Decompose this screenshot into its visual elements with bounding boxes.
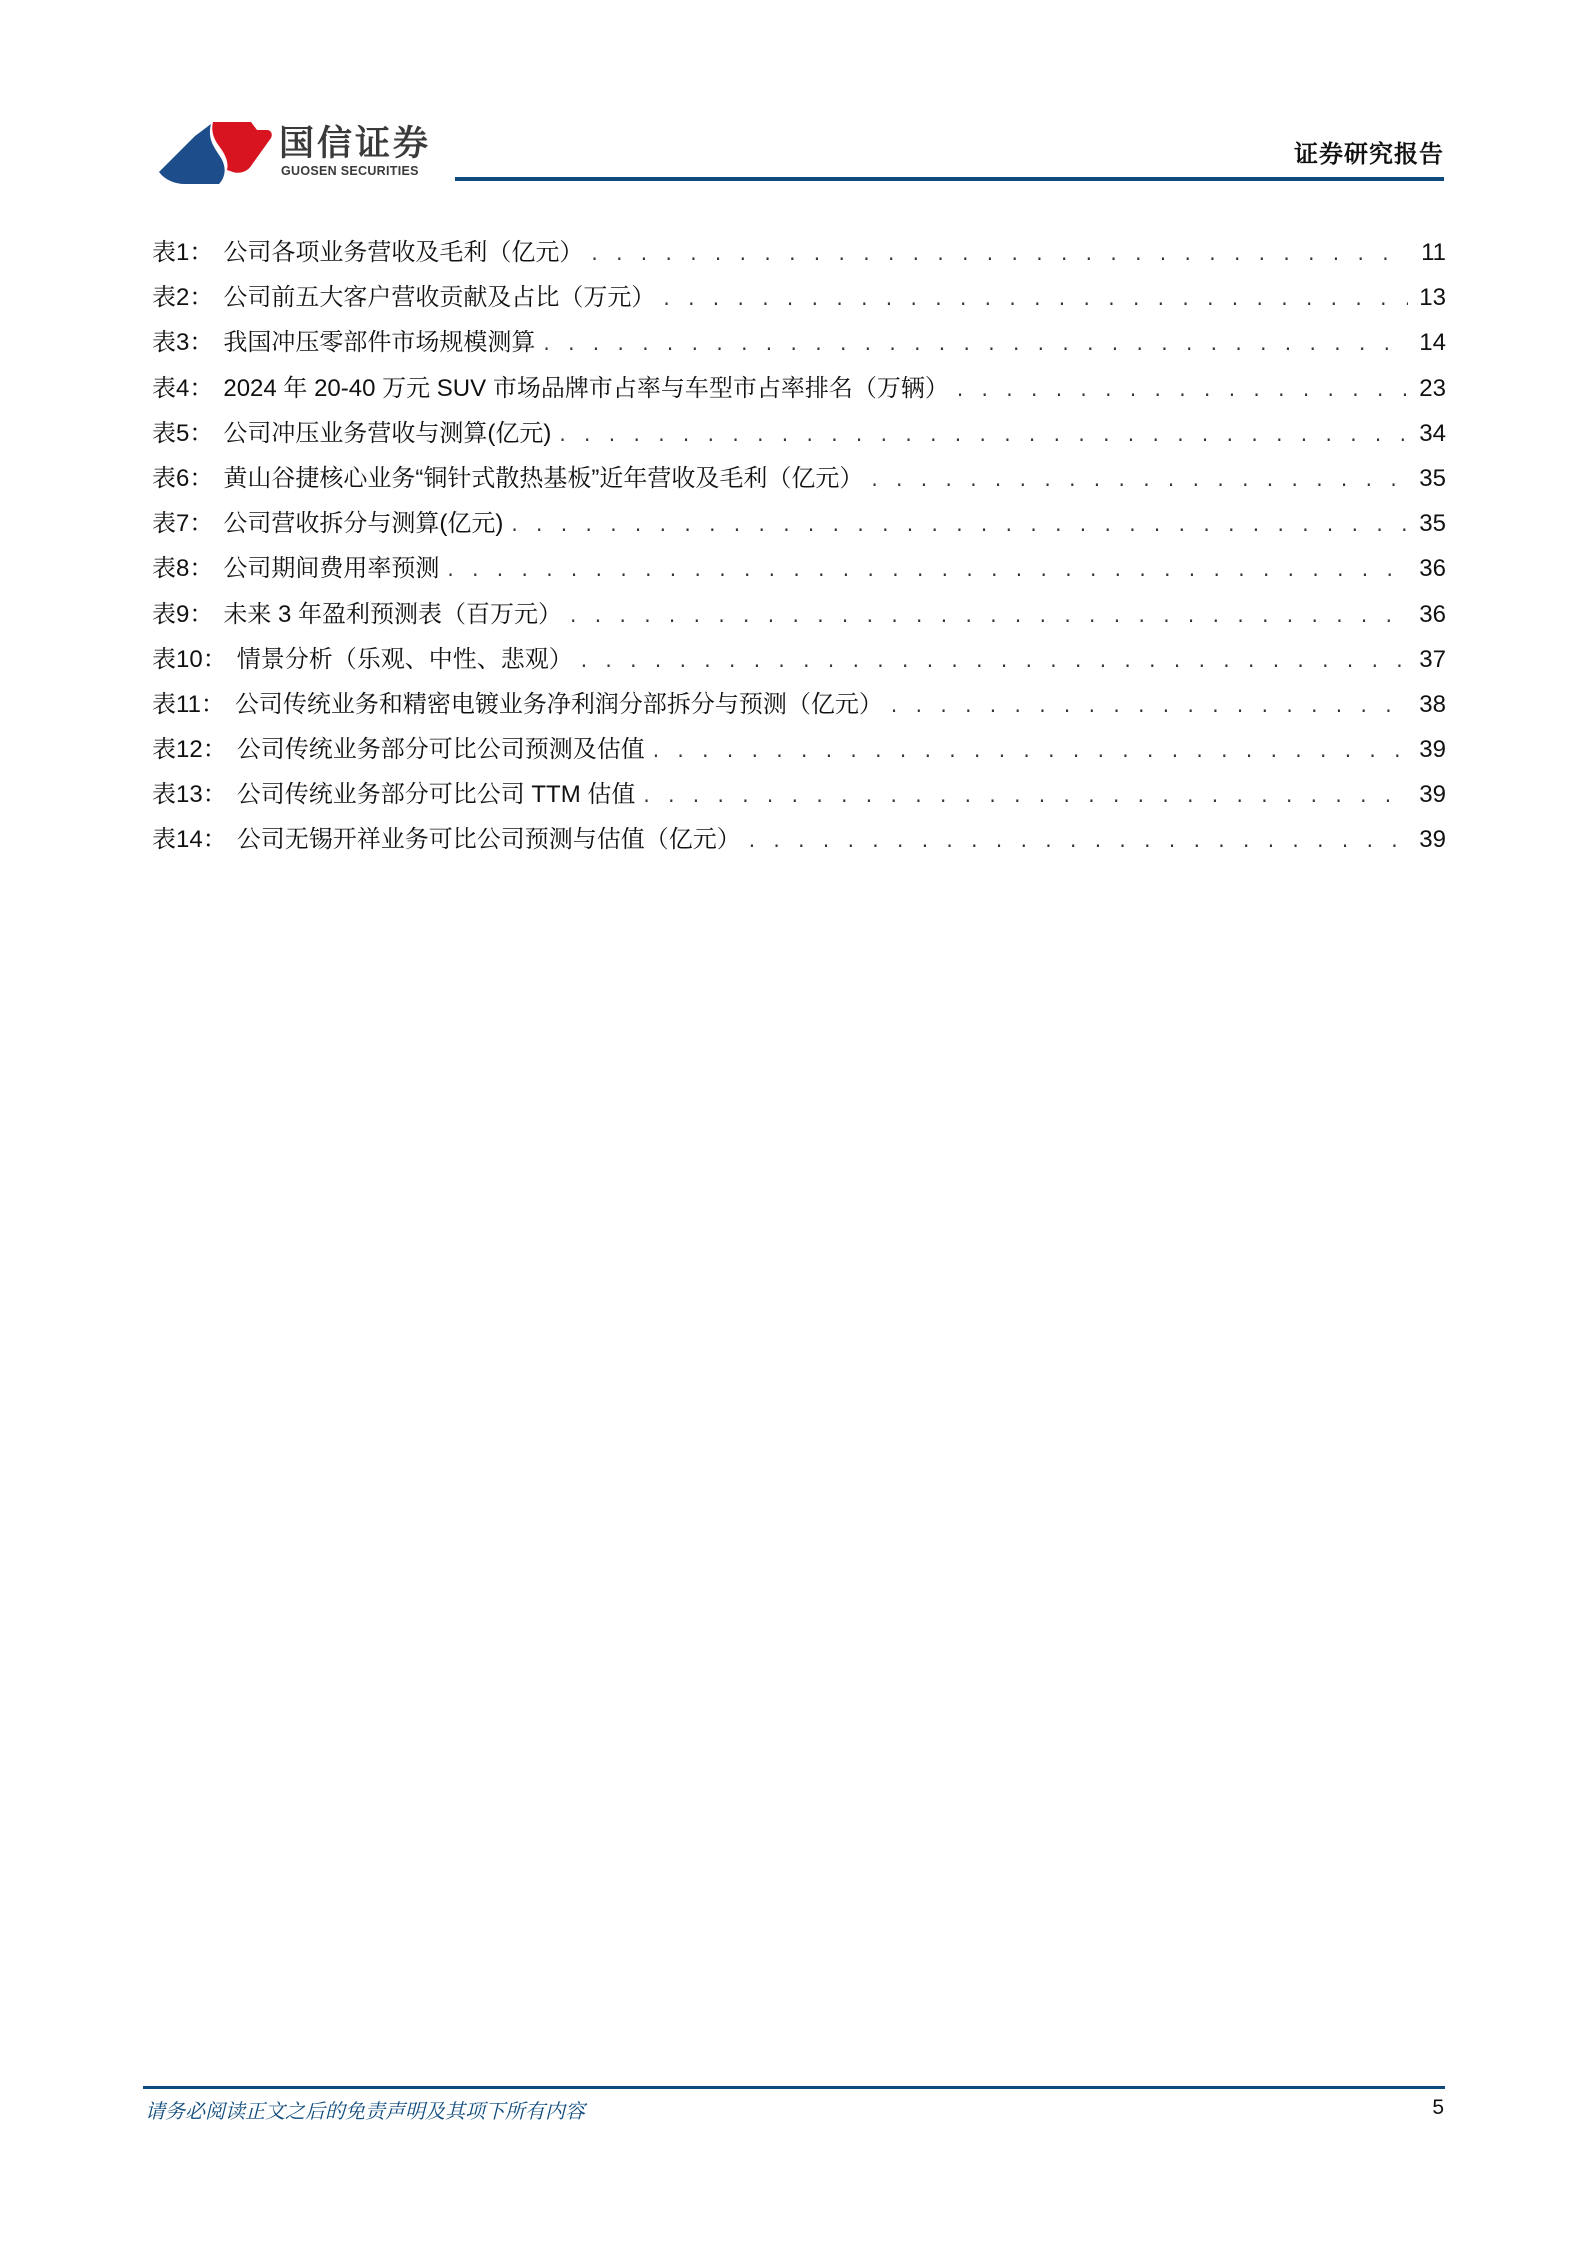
toc-dot-leader [511, 502, 1408, 547]
toc-entry-page[interactable]: 35 [1419, 510, 1446, 538]
toc-entry-label: 表8： [152, 555, 214, 583]
toc-entry[interactable] [152, 817, 1446, 862]
toc-entry-title[interactable]: 公司传统业务和精密电镀业务净利润分部拆分与预测（亿元） [234, 690, 883, 718]
toc-entry-label: 表7： [152, 510, 214, 538]
toc-entry-title[interactable]: 未来 3 年盈利预测表（百万元） [223, 600, 563, 628]
toc-entry-page[interactable]: 36 [1419, 555, 1446, 583]
toc-dot-leader [581, 638, 1408, 683]
toc-entry-title[interactable]: 公司各项业务营收及毛利（亿元） [223, 239, 584, 266]
toc-entry[interactable] [152, 772, 1446, 817]
toc-entry-page[interactable]: 36 [1419, 600, 1446, 628]
toc-entry-title[interactable]: 2024 年 20-40 万元 SUV 市场品牌市占率与车型市占率排名（万辆） [223, 374, 949, 402]
guosen-logo-mark-icon [155, 114, 273, 186]
toc-dot-leader [749, 818, 1408, 863]
guosen-logo [155, 112, 455, 188]
toc-dot-leader [559, 412, 1408, 457]
toc-entry-page[interactable]: 39 [1419, 736, 1446, 764]
toc-entry-title[interactable]: 我国冲压零部件市场规模测算 [223, 329, 536, 357]
toc-entry-title[interactable]: 公司期间费用率预测 [223, 555, 440, 583]
toc-entry[interactable] [152, 411, 1446, 456]
toc-entry-title[interactable]: 公司传统业务部分可比公司预测及估值 [236, 736, 645, 764]
toc-dot-leader [591, 231, 1408, 276]
page-number: 5 [1432, 2096, 1444, 2119]
toc-entry-page[interactable]: 11 [1421, 239, 1446, 266]
toc-entry-title[interactable]: 公司冲压业务营收与测算(亿元) [223, 419, 552, 447]
toc-entry[interactable] [152, 682, 1446, 727]
toc-entry-page[interactable]: 14 [1419, 329, 1446, 357]
toc-entry-title[interactable]: 公司传统业务部分可比公司 TTM 估值 [236, 781, 636, 809]
toc-entry[interactable] [152, 456, 1446, 501]
logo-chinese-name: 国信证券 [279, 124, 432, 164]
toc-dot-leader [891, 683, 1408, 728]
toc-entry-page[interactable]: 39 [1419, 781, 1446, 809]
toc-entry[interactable] [152, 637, 1446, 682]
toc-entry[interactable] [152, 275, 1446, 320]
toc-entry[interactable] [152, 727, 1446, 772]
toc-entry-label: 表13： [152, 781, 227, 809]
toc-entry-page[interactable]: 38 [1419, 690, 1446, 718]
toc-entry-label: 表6： [152, 464, 214, 492]
toc-entry[interactable] [152, 546, 1446, 591]
toc-dot-leader [447, 547, 1408, 592]
toc-entry-page[interactable]: 35 [1419, 464, 1446, 492]
toc-entry-title[interactable]: 黄山谷捷核心业务“铜针式散热基板”近年营收及毛利（亿元） [223, 464, 864, 492]
table-of-tables [152, 230, 1446, 863]
toc-entry-label: 表9： [152, 600, 214, 628]
footer-divider [143, 2086, 1445, 2089]
toc-dot-leader [663, 276, 1408, 321]
footer-disclaimer: 请务必阅读正文之后的免责声明及其项下所有内容 [145, 2099, 585, 2123]
toc-dot-leader [957, 367, 1408, 412]
toc-entry[interactable] [152, 592, 1446, 637]
toc-entry-label: 表2： [152, 284, 214, 312]
toc-dot-leader [871, 457, 1408, 502]
toc-entry-label: 表1： [152, 239, 214, 266]
toc-entry-title[interactable]: 公司前五大客户营收贡献及占比（万元） [223, 284, 656, 312]
toc-entry-page[interactable]: 39 [1419, 826, 1446, 854]
toc-entry-label: 表5： [152, 419, 214, 447]
toc-entry-page[interactable]: 37 [1419, 645, 1446, 673]
toc-entry[interactable] [152, 501, 1446, 546]
toc-entry[interactable] [152, 230, 1446, 275]
toc-entry-label: 表11： [152, 690, 225, 718]
toc-entry[interactable] [152, 366, 1446, 411]
logo-english-name: GUOSEN SECURITIES [281, 164, 419, 178]
toc-entry-title[interactable]: 情景分析（乐观、中性、悲观） [236, 645, 573, 673]
toc-dot-leader [570, 593, 1408, 638]
toc-entry-title[interactable]: 公司无锡开祥业务可比公司预测与估值（亿元） [236, 826, 741, 854]
toc-dot-leader [643, 773, 1408, 818]
toc-entry-label: 表14： [152, 826, 227, 854]
toc-entry-title[interactable]: 公司营收拆分与测算(亿元) [223, 510, 504, 538]
report-type-title: 证券研究报告 [1294, 140, 1444, 168]
toc-entry-page[interactable]: 13 [1419, 284, 1446, 312]
toc-dot-leader [653, 728, 1408, 773]
toc-entry-label: 表3： [152, 329, 214, 357]
toc-entry[interactable] [152, 320, 1446, 365]
toc-entry-label: 表12： [152, 736, 227, 764]
toc-entry-page[interactable]: 34 [1419, 419, 1446, 447]
toc-entry-page[interactable]: 23 [1419, 374, 1446, 402]
toc-entry-label: 表4： [152, 374, 214, 402]
toc-dot-leader [543, 321, 1408, 366]
header-divider [455, 177, 1444, 181]
toc-entry-label: 表10： [152, 645, 227, 673]
